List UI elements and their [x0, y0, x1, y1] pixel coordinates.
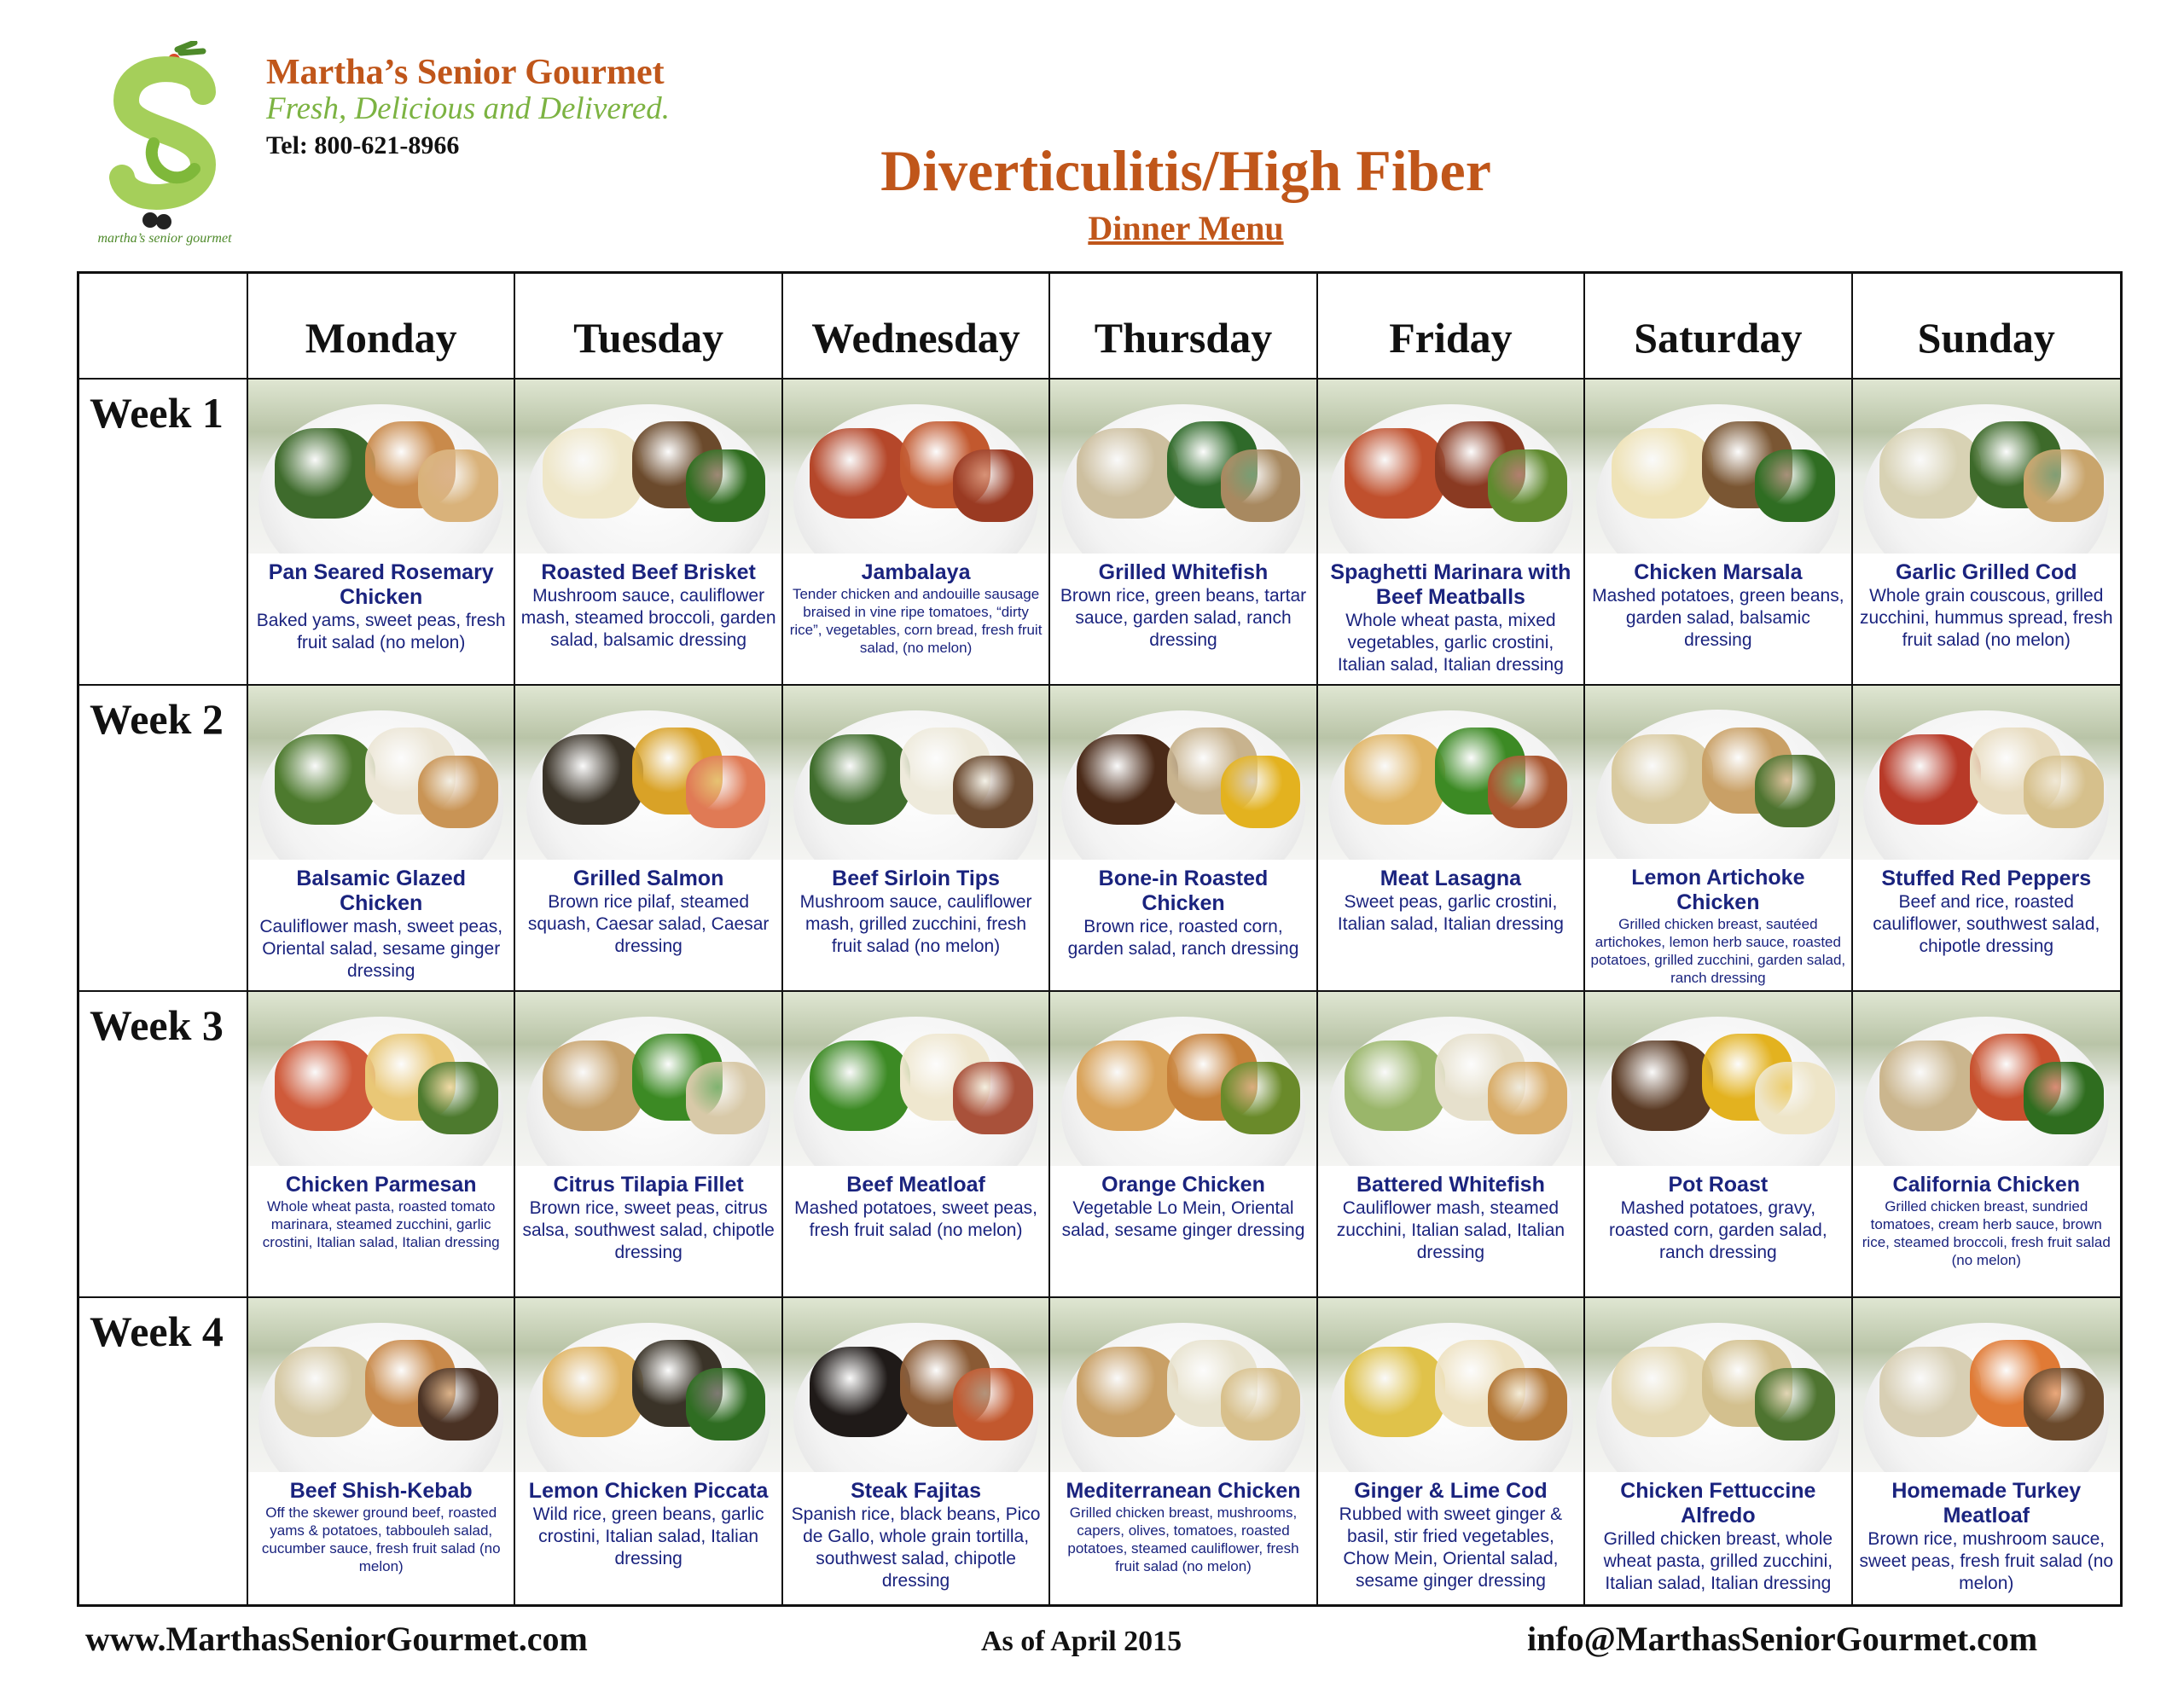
meal-cell[interactable] [1318, 1298, 1585, 1604]
meal-description [1853, 860, 2120, 990]
food-portion [1612, 428, 1712, 519]
meal-details: Cauliflower mash, sweet peas, Oriental salad, sesame ginger dressing [259, 917, 503, 981]
meal-details: Baked yams, sweet peas, fresh fruit salad (no melon) [256, 611, 506, 652]
food-portion [810, 428, 910, 519]
meal-description [515, 1166, 781, 1296]
meal-details: Brown rice pilaf, steamed squash, Caesar salad, Caesar dressing [527, 892, 770, 956]
meal-name: Mediterranean Chicken [1066, 1479, 1301, 1503]
meal-name: Meat Lasagna [1380, 867, 1522, 890]
meal-name: Spaghetti Marinara with Beef Meatballs [1330, 560, 1571, 609]
meal-photo [248, 380, 514, 554]
meal-cell[interactable] [1318, 992, 1585, 1298]
food-portion [418, 1062, 497, 1135]
meal-description [248, 554, 514, 684]
food-portion [1077, 428, 1177, 519]
meal-name: Beef Meatloaf [846, 1173, 985, 1197]
meal-cell[interactable] [515, 992, 782, 1298]
meal-description [783, 554, 1048, 684]
food-portion [543, 734, 643, 825]
meal-photo [1585, 686, 1850, 859]
meal-name: Chicken Fettuccine Alfredo [1620, 1479, 1816, 1528]
menu-grid [77, 271, 2123, 1607]
food-portion [418, 756, 497, 829]
meal-name: Bone-in Roasted Chicken [1098, 867, 1269, 915]
meal-photo [1318, 1298, 1583, 1472]
meal-name: Ginger & Lime Cod [1354, 1479, 1548, 1503]
meal-photo [1050, 1298, 1316, 1472]
meal-description [515, 1472, 781, 1604]
meal-name: Grilled Whitefish [1098, 560, 1269, 584]
meal-photo [783, 992, 1048, 1166]
food-portion [275, 734, 375, 825]
meal-details: Grilled chicken breast, mushrooms, capers, olives, tomatoes, roasted potatoes, steamed cauliflower, fresh fruit salad (no melon) [1067, 1504, 1299, 1574]
meal-cell[interactable] [1585, 1298, 1852, 1604]
food-portion [2024, 449, 2104, 523]
meal-details: Rubbed with sweet ginger & basil, stir fried vegetables, Chow Mein, Oriental salad, sesame ginger dressing [1339, 1504, 1563, 1591]
food-portion [1345, 1041, 1445, 1131]
meal-name: Garlic Grilled Cod [1895, 560, 2077, 584]
food-portion [1879, 428, 1981, 519]
logo-caption: martha’s senior gourmet [97, 231, 232, 246]
food-portion [1077, 1347, 1177, 1437]
meal-details: Tender chicken and andouille sausage braised in vine ripe tomatoes, “dirty rice”, vegetables, corn bread, fresh fruit salad, (no melon) [789, 586, 1043, 656]
meal-cell[interactable] [248, 1298, 515, 1604]
footer-email[interactable]: info@MarthasSeniorGourmet.com [1527, 1620, 2038, 1658]
meal-details: Mashed potatoes, sweet peas, fresh fruit salad (no melon) [794, 1198, 1037, 1240]
meal-description [248, 1166, 514, 1296]
brand-logo [75, 41, 254, 246]
meal-photo [1050, 380, 1316, 554]
food-portion [275, 1041, 375, 1131]
meal-description [515, 860, 781, 990]
meal-details: Mushroom sauce, cauliflower mash, grilled zucchini, fresh fruit salad (no melon) [799, 892, 1032, 956]
meal-cell[interactable] [1853, 686, 2120, 992]
food-portion [810, 1041, 910, 1131]
meal-name: Battered Whitefish [1356, 1173, 1545, 1197]
meal-photo [1853, 380, 2120, 554]
food-portion [1488, 1062, 1567, 1135]
food-portion [1077, 734, 1177, 825]
food-portion [1488, 449, 1567, 523]
meal-description [1318, 1166, 1583, 1296]
meal-name: Chicken Marsala [1634, 560, 1803, 584]
meal-photo [248, 992, 514, 1166]
meal-name: Balsamic Glazed Chicken [296, 867, 467, 915]
food-portion [418, 1368, 497, 1441]
meal-description [1050, 1472, 1316, 1604]
meal-cell[interactable] [783, 380, 1050, 686]
meal-details: Brown rice, green beans, tartar sauce, garden salad, ranch dressing [1060, 586, 1307, 650]
food-portion [1755, 1368, 1834, 1441]
food-portion [1345, 734, 1445, 825]
meal-cell[interactable] [1050, 1298, 1317, 1604]
meal-description [1050, 554, 1316, 684]
week-label: Week 1 [79, 380, 248, 686]
meal-description [248, 1472, 514, 1604]
meal-description [248, 860, 514, 990]
food-portion [2024, 1368, 2104, 1441]
brand-phone: Tel: 800-621-8966 [266, 131, 460, 159]
meal-description [1853, 554, 2120, 684]
meal-photo [515, 992, 781, 1166]
meal-cell[interactable] [248, 992, 515, 1298]
grid-corner [79, 274, 248, 380]
food-portion [1077, 1041, 1177, 1131]
meal-description [1585, 1166, 1850, 1296]
brand-tagline: Fresh, Delicious and Delivered. [266, 91, 670, 126]
meal-details: Grilled chicken breast, sautéed artichokes, lemon herb sauce, roasted potatoes, grilled zucchini, garden salad, ranch dressing [1590, 916, 1846, 986]
day-header: Sunday [1853, 274, 2120, 380]
meal-details: Brown rice, mushroom sauce, sweet peas, fresh fruit salad (no melon) [1859, 1529, 2114, 1593]
meal-name: Lemon Artichoke Chicken [1631, 866, 1805, 914]
meal-photo [515, 1298, 781, 1472]
meal-photo [1853, 1298, 2120, 1472]
meal-details: Off the skewer ground beef, roasted yams & potatoes, tabbouleh salad, cucumber sauce, fresh fruit salad (no melon) [261, 1504, 501, 1574]
food-portion [1755, 755, 1834, 827]
food-portion [686, 1062, 765, 1135]
food-portion [953, 756, 1032, 829]
meal-details: Grilled chicken breast, sundried tomatoes, cream herb sauce, brown rice, steamed broccoli, fresh fruit salad (no melon) [1862, 1198, 2111, 1268]
food-portion [418, 449, 497, 523]
food-portion [1221, 449, 1300, 523]
week-label: Week 3 [79, 992, 248, 1298]
food-portion [953, 1368, 1032, 1441]
meal-photo [1585, 380, 1850, 554]
meal-description [783, 860, 1048, 990]
meal-cell[interactable] [1318, 686, 1585, 992]
meal-details: Mashed potatoes, gravy, roasted corn, garden salad, ranch dressing [1609, 1198, 1827, 1262]
meal-photo [783, 380, 1048, 554]
meal-details: Brown rice, sweet peas, citrus salsa, southwest salad, chipotle dressing [522, 1198, 775, 1262]
meal-photo [248, 1298, 514, 1472]
food-portion [1612, 1347, 1712, 1437]
meal-description [783, 1472, 1048, 1604]
meal-description [1853, 1472, 2120, 1604]
meal-name: Jambalaya [861, 560, 971, 584]
day-header: Thursday [1050, 274, 1317, 380]
day-header: Friday [1318, 274, 1585, 380]
menu-title: Diverticulitis/High Fiber [880, 138, 1491, 203]
meal-description [1318, 554, 1583, 684]
meal-cell[interactable] [248, 686, 515, 992]
meal-description [1318, 860, 1583, 990]
meal-description [1050, 860, 1316, 990]
day-header: Saturday [1585, 274, 1852, 380]
meal-name: Beef Shish-Kebab [289, 1479, 473, 1503]
meal-cell[interactable] [515, 686, 782, 992]
day-header: Monday [248, 274, 515, 380]
meal-cell[interactable] [783, 1298, 1050, 1604]
meal-cell[interactable] [1853, 380, 2120, 686]
food-portion [953, 449, 1032, 523]
food-portion [1879, 1347, 1981, 1437]
meal-cell[interactable] [1318, 380, 1585, 686]
meal-details: Whole wheat pasta, roasted tomato marinara, steamed zucchini, garlic crostini, Italian salad, Italian dressing [262, 1198, 500, 1250]
meal-photo [1318, 686, 1583, 860]
food-portion [2024, 756, 2104, 829]
meal-photo [1318, 992, 1583, 1166]
meal-photo [1853, 686, 2120, 860]
meal-name: Beef Sirloin Tips [832, 867, 1000, 890]
meal-details: Sweet peas, garlic crostini, Italian salad, Italian dressing [1337, 892, 1564, 934]
menu-title-block [853, 136, 1519, 252]
meal-description [783, 1166, 1048, 1296]
food-portion [1879, 734, 1981, 825]
meal-cell[interactable] [515, 380, 782, 686]
food-portion [1612, 1041, 1712, 1131]
food-portion [686, 756, 765, 829]
meal-name: Lemon Chicken Piccata [528, 1479, 769, 1503]
food-portion [810, 1347, 910, 1437]
food-portion [953, 1062, 1032, 1135]
menu-subtitle: Dinner Menu [1088, 209, 1284, 247]
meal-cell[interactable] [1853, 992, 2120, 1298]
footer-website[interactable]: www.MarthasSeniorGourmet.com [85, 1620, 588, 1658]
food-portion [1345, 1347, 1445, 1437]
food-portion [686, 1368, 765, 1441]
meal-details: Grilled chicken breast, whole wheat pasta, grilled zucchini, Italian salad, Italian dressing [1603, 1529, 1833, 1593]
day-header: Wednesday [783, 274, 1050, 380]
meal-cell[interactable] [1853, 1298, 2120, 1604]
food-portion [543, 428, 643, 519]
food-portion [1345, 428, 1445, 519]
meal-name: Steak Fajitas [851, 1479, 981, 1503]
meal-name: Chicken Parmesan [285, 1173, 477, 1197]
meal-name: Orange Chicken [1101, 1173, 1265, 1197]
meal-cell[interactable] [248, 380, 515, 686]
food-portion [1221, 756, 1300, 829]
food-portion [543, 1041, 643, 1131]
meal-description [1585, 554, 1850, 684]
food-portion [1488, 756, 1567, 829]
food-portion [1879, 1041, 1981, 1131]
food-portion [1488, 1368, 1567, 1441]
meal-details: Mushroom sauce, cauliflower mash, steamed broccoli, garden salad, balsamic dressing [520, 586, 776, 650]
meal-photo [783, 1298, 1048, 1472]
meal-name: Grilled Salmon [572, 867, 724, 890]
meal-photo [1585, 992, 1850, 1166]
meal-description [1050, 1166, 1316, 1296]
meal-name: Homemade Turkey Meatloaf [1891, 1479, 2082, 1528]
food-portion [2024, 1062, 2104, 1135]
food-portion [1612, 734, 1712, 825]
food-portion [1755, 449, 1834, 523]
meal-photo [1585, 1298, 1850, 1472]
meal-description [1318, 1472, 1583, 1604]
meal-cell[interactable] [783, 686, 1050, 992]
food-portion [810, 734, 910, 825]
meal-details: Whole wheat pasta, mixed vegetables, garlic crostini, Italian salad, Italian dressing [1337, 611, 1564, 675]
meal-name: California Chicken [1892, 1173, 2081, 1197]
brand-name: Martha’s Senior Gourmet [266, 53, 665, 92]
meal-details: Mashed potatoes, green beans, garden salad, balsamic dressing [1592, 586, 1844, 650]
meal-cell[interactable] [1050, 992, 1317, 1298]
meal-photo [783, 686, 1048, 860]
meal-details: Wild rice, green beans, garlic crostini, Italian salad, Italian dressing [532, 1504, 764, 1568]
meal-photo [1050, 686, 1316, 860]
meal-photo [1318, 380, 1583, 554]
food-portion [275, 428, 375, 519]
week-label: Week 2 [79, 686, 248, 992]
meal-cell[interactable] [1050, 686, 1317, 992]
meal-name: Pan Seared Rosemary Chicken [268, 560, 494, 609]
footer-date: As of April 2015 [981, 1626, 1182, 1657]
meal-cell[interactable] [515, 1298, 782, 1604]
meal-description [1585, 1472, 1850, 1604]
food-portion [1221, 1368, 1300, 1441]
meal-cell[interactable] [1585, 686, 1852, 992]
meal-description [1585, 859, 1850, 990]
food-portion [686, 449, 765, 523]
meal-details: Spanish rice, black beans, Pico de Gallo, whole grain tortilla, southwest salad, chipotle dressing [791, 1504, 1041, 1591]
food-portion [543, 1347, 643, 1437]
meal-cell[interactable] [783, 992, 1050, 1298]
meal-description [515, 554, 781, 684]
week-label: Week 4 [79, 1298, 248, 1604]
meal-photo [1853, 992, 2120, 1166]
meal-details: Brown rice, roasted corn, garden salad, ranch dressing [1067, 917, 1299, 959]
meal-cell[interactable] [1585, 992, 1852, 1298]
food-portion [1221, 1062, 1300, 1135]
meal-details: Whole grain couscous, grilled zucchini, hummus spread, fresh fruit salad (no melon) [1860, 586, 2113, 650]
meal-details: Vegetable Lo Mein, Oriental salad, sesame ginger dressing [1061, 1198, 1305, 1240]
meal-cell[interactable] [1585, 380, 1852, 686]
meal-name: Stuffed Red Peppers [1881, 867, 2092, 890]
meal-photo [515, 380, 781, 554]
brand-block [266, 53, 670, 165]
meal-name: Citrus Tilapia Fillet [553, 1173, 744, 1197]
meal-photo [1050, 992, 1316, 1166]
meal-name: Pot Roast [1668, 1173, 1769, 1197]
meal-details: Cauliflower mash, steamed zucchini, Italian salad, Italian dressing [1336, 1198, 1565, 1262]
meal-name: Roasted Beef Brisket [541, 560, 756, 584]
day-header: Tuesday [515, 274, 782, 380]
food-portion [1755, 1062, 1834, 1135]
meal-photo [515, 686, 781, 860]
meal-description [1853, 1166, 2120, 1296]
meal-details: Beef and rice, roasted cauliflower, southwest salad, chipotle dressing [1873, 892, 2100, 956]
food-portion [275, 1347, 375, 1437]
meal-photo [248, 686, 514, 860]
meal-cell[interactable] [1050, 380, 1317, 686]
